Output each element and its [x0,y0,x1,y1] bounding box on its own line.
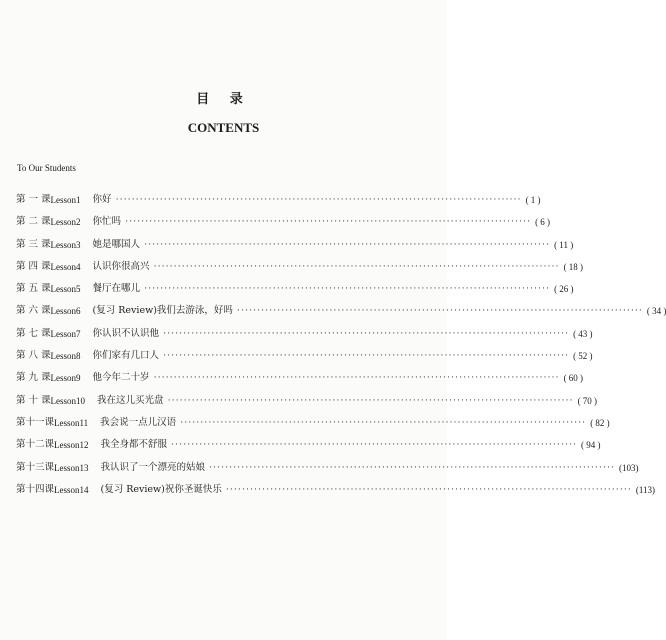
lesson-page: ( 18 ) [563,261,584,272]
lesson-ordinal: 第 二 课 [16,216,51,228]
toc-row [16,327,593,350]
lesson-label: Lesson [50,373,77,384]
page-title-chinese: 目 录 [196,92,251,107]
dot-leader: ····································································································· [171,439,578,451]
lesson-number: 6 [76,306,81,317]
lesson-label: Lesson [50,261,77,272]
lesson-title: 你忙吗 [92,216,122,228]
lesson-label: Lesson [50,284,77,295]
lesson-number: 8 [76,351,81,362]
dot-leader: ····································································································· [180,416,587,428]
dot-leader: ····································································································· [163,327,570,339]
lesson-page: ( 82 ) [590,417,610,428]
toc-row [16,216,551,238]
lesson-number: 14 [79,484,89,495]
lesson-label: Lesson [50,239,77,250]
lesson-page: ( 6 ) [535,217,551,228]
lesson-label: Lesson [50,351,77,362]
dot-leader: ····································································································· [125,216,532,228]
lesson-ordinal: 第 七 课 [16,327,51,339]
lesson-title: 她是哪国人 [92,238,141,250]
lesson-ordinal: 第 六 课 [16,305,51,317]
lesson-label: Lesson [54,440,80,451]
toc-row [16,350,593,372]
lesson-page: ( 60 ) [563,373,584,384]
lesson-page: ( 34 ) [646,306,666,317]
lesson-title: 餐厅在哪儿 [92,283,141,295]
lesson-title: 我全身都不舒服 [100,439,168,451]
toc-row [16,194,541,216]
toc-row [16,283,574,305]
toc-row [16,416,610,439]
lesson-title: 你们家有几口人 [92,350,160,362]
lesson-label: Lesson [50,395,77,406]
dot-leader: ····································································································· [153,260,560,272]
lesson-number: 2 [76,217,81,228]
dot-leader: ····································································································· [209,461,616,473]
toc-row [16,238,574,261]
lesson-number: 12 [79,440,89,451]
lesson-number: 7 [76,328,81,339]
lesson-ordinal: 第 一 课 [16,194,51,205]
dot-leader: ····································································································· [167,394,574,406]
lesson-label: Lesson [50,217,77,228]
lesson-ordinal: 第十四课 [16,483,55,495]
lesson-ordinal: 第十三课 [16,461,55,473]
toc-row [16,394,598,417]
page-title-english: CONTENTS [187,120,260,135]
lesson-ordinal: 第十二课 [16,439,55,451]
lesson-ordinal: 第 三 课 [16,238,51,250]
lesson-ordinal: 第 四 课 [16,260,51,272]
lesson-number: 9 [76,373,81,384]
lesson-label: Lesson [54,417,80,428]
lesson-number: 13 [79,462,89,473]
dot-leader: ····································································································· [115,194,522,205]
lesson-page: ( 70 ) [577,395,598,406]
lesson-number: 5 [76,284,81,295]
lesson-page: ( 94 ) [581,440,601,451]
toc-row [16,461,639,484]
lesson-ordinal: 第十一课 [16,416,55,428]
lesson-number: 3 [76,239,81,250]
lesson-title: 我会说一点儿汉语 [100,416,177,428]
lesson-title: (复习 Review)我们去游泳，好吗 [92,305,233,317]
lesson-title: 你认识不认识他 [92,327,160,339]
lesson-title: 认识你很高兴 [92,260,150,272]
toc-row [16,260,584,283]
lesson-page: (103) [619,462,639,473]
lesson-number: 11 [79,417,89,428]
lesson-ordinal: 第 五 课 [16,283,51,295]
toc-row [16,305,666,327]
toc-row [16,439,601,461]
lesson-page: ( 1 ) [525,195,541,205]
lesson-page: ( 43 ) [573,328,593,339]
toc-row [16,483,656,506]
lesson-page: (113) [635,484,656,495]
lesson-title: 我在这儿买光盘 [97,394,164,406]
dot-leader: ····································································································· [144,283,551,295]
toc-row [16,372,584,394]
dot-leader: ····································································································· [144,238,551,250]
lesson-page: ( 26 ) [554,284,574,295]
dot-leader: ····································································································· [236,305,643,317]
lesson-page: ( 11 ) [554,239,574,250]
lesson-label: Lesson [50,195,77,205]
lesson-label: Lesson [54,462,80,473]
lesson-number: 10 [76,395,86,406]
lesson-title: 他今年二十岁 [92,372,150,384]
lesson-number: 1 [76,195,81,205]
lesson-title: 你好 [92,194,112,205]
intro-entry: To Our Students [17,163,76,173]
lesson-ordinal: 第 九 课 [16,372,51,384]
lesson-label: Lesson [50,328,77,339]
lesson-ordinal: 第 八 课 [16,350,51,362]
dot-leader: ····································································································· [153,372,560,384]
dot-leader: ····································································································· [163,350,570,362]
lesson-title: (复习 Review)祝你圣诞快乐 [100,483,222,495]
lesson-label: Lesson [50,306,77,317]
lesson-number: 4 [76,261,81,272]
lesson-label: Lesson [54,484,80,495]
lesson-title: 我认识了一个漂亮的姑娘 [100,461,206,473]
table-of-contents [16,194,666,506]
dot-leader: ····································································································· [225,483,632,495]
lesson-ordinal: 第 十 课 [16,394,51,406]
lesson-page: ( 52 ) [573,351,593,362]
